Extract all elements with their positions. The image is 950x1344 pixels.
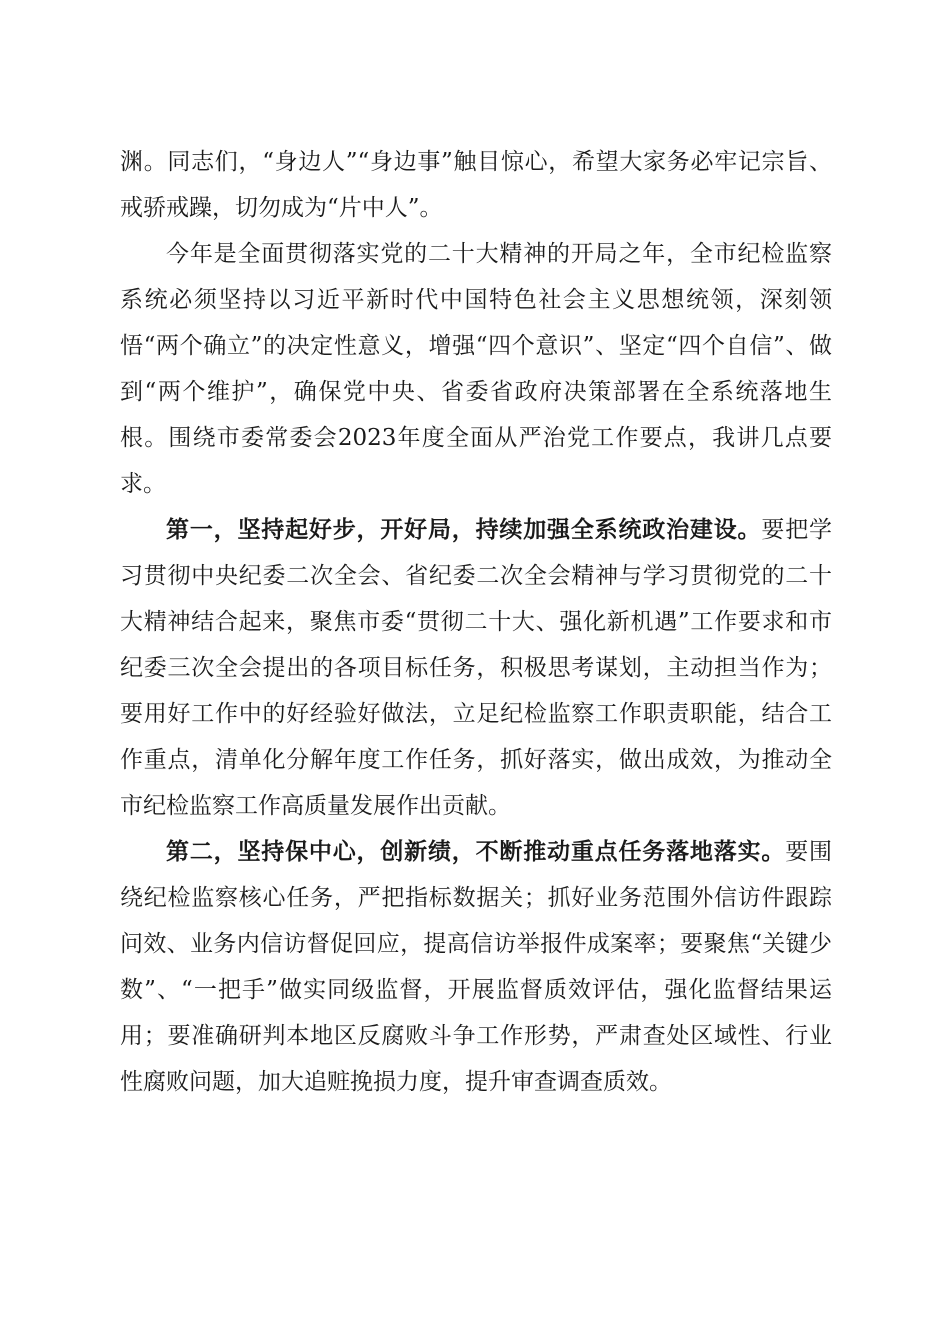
paragraph-lead-heading: 第一，坚持起好步，开好局，持续加强全系统政治建设。: [166, 516, 762, 543]
paragraph-point-two: [120, 829, 832, 1105]
paragraph-lead-heading: 第二，坚持保中心，创新绩，不断推动重点任务落地落实。: [166, 838, 786, 865]
paragraph-text: 要围绕纪检监察核心任务，严把指标数据关；抓好业务范围外信访件跟踪问效、业务内信访督促回应，提高信访举报件成案率；要聚焦“关键少数”、“一把手”做实同级监督，开展监督质效评估，强化监督结果运用；要准确研判本地区反腐败斗争工作形势，严肃查处区域性、行业性腐败问题，加大追赃挽损力度，提升审查调查质效。: [120, 839, 833, 1095]
paragraph-intro: [120, 231, 832, 507]
paragraph-text: 今年是全面贯彻落实党的二十大精神的开局之年，全市纪检监察系统必须坚持以习近平新时代中国特色社会主义思想统领，深刻领悟“两个确立”的决定性意义，增强“四个意识”、坚定“四个自信”、做到“两个维护”，确保党中央、省委省政府决策部署在全系统落地生根。围绕市委常委会2023年度全面从严治党工作要点，我讲几点要求。: [120, 241, 832, 497]
document-body: [120, 139, 832, 1105]
paragraph-continuation: [120, 139, 832, 231]
paragraph-text: 渊。同志们，“身边人”“身边事”触目惊心，希望大家务必牢记宗旨、戒骄戒躁，切勿成为“片中人”。: [120, 149, 832, 221]
paragraph-point-one: [120, 507, 832, 829]
paragraph-text: 要把学习贯彻中央纪委二次全会、省纪委二次全会精神与学习贯彻党的二十大精神结合起来，聚焦市委“贯彻二十大、强化新机遇”工作要求和市纪委三次全会提出的各项目标任务，积极思考谋划，主动担当作为；要用好工作中的好经验好做法，立足纪检监察工作职责职能，结合工作重点，清单化分解年度工作任务，抓好落实，做出成效，为推动全市纪检监察工作高质量发展作出贡献。: [120, 517, 833, 819]
